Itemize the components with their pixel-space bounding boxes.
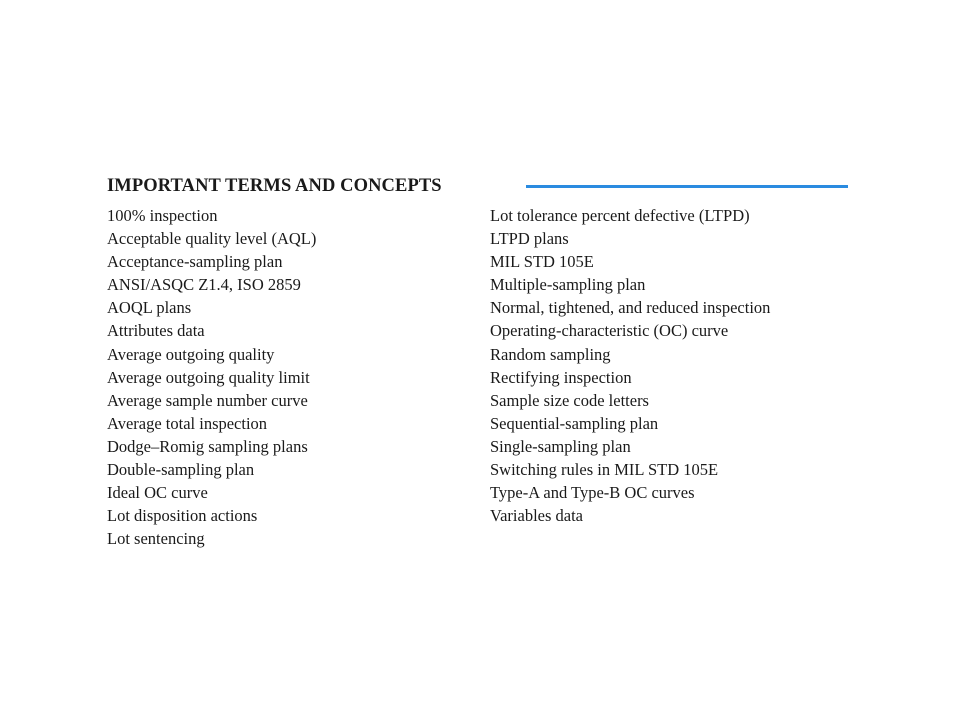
term-item: Operating-characteristic (OC) curve	[490, 321, 729, 341]
heading-accent-rule	[526, 185, 848, 188]
section-heading: IMPORTANT TERMS AND CONCEPTS	[107, 176, 442, 196]
term-item: MIL STD 105E	[490, 252, 594, 272]
term-item: Random sampling	[490, 344, 611, 364]
term-item: Sample size code letters	[490, 390, 649, 410]
section-header	[107, 174, 848, 200]
term-item: Lot tolerance percent defective (LTPD)	[490, 206, 750, 225]
term-item: Ideal OC curve	[107, 483, 208, 503]
term-item: Average outgoing quality	[107, 344, 275, 364]
term-item: ANSI/ASQC Z1.4, ISO 2859	[107, 275, 301, 295]
term-item: Variables data	[490, 506, 583, 526]
term-item: 100% inspection	[107, 206, 218, 225]
term-item: Switching rules in MIL STD 105E	[490, 460, 719, 480]
terms-list-right	[490, 204, 770, 527]
term-item: Normal, tightened, and reduced inspection	[490, 298, 771, 318]
term-item: Average sample number curve	[107, 390, 308, 410]
terms-list-left	[107, 204, 316, 550]
term-item: LTPD plans	[490, 229, 569, 249]
term-item: Attributes data	[107, 321, 205, 341]
term-item: Lot sentencing	[107, 529, 205, 549]
term-item: Multiple-sampling plan	[490, 275, 646, 295]
term-item: Average outgoing quality limit	[107, 367, 310, 387]
term-item: Double-sampling plan	[107, 460, 255, 480]
term-item: Rectifying inspection	[490, 367, 632, 387]
term-item: AOQL plans	[107, 298, 192, 318]
term-item: Average total inspection	[107, 413, 268, 433]
term-item: Acceptable quality level (AQL)	[107, 229, 317, 249]
term-item: Lot disposition actions	[107, 506, 258, 526]
term-item: Dodge–Romig sampling plans	[107, 436, 308, 456]
term-item: Type-A and Type-B OC curves	[490, 483, 695, 503]
term-item: Acceptance-sampling plan	[107, 252, 283, 272]
term-item: Sequential-sampling plan	[490, 413, 659, 433]
term-item: Single-sampling plan	[490, 436, 631, 456]
